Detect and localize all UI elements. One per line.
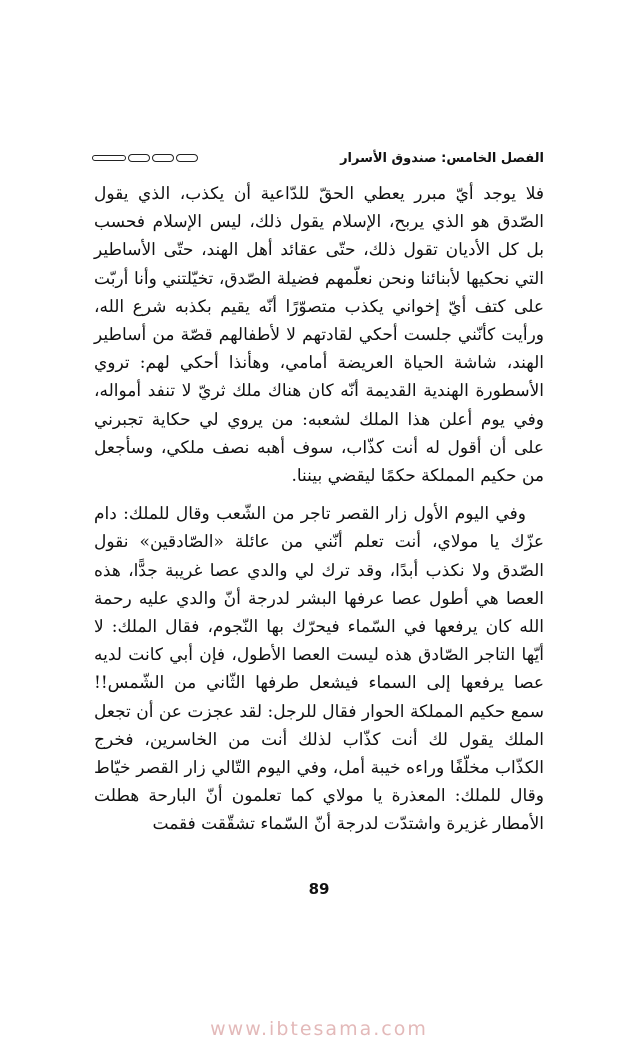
- page-number: 89: [308, 880, 330, 898]
- paragraph: فلا يوجد أيّ مبرر يعطي الحقّ للدّاعية أن يكذب، الذي يقول الصّدق هو الذي يربح، الإسلام يقول ذلك، ليس الإسلام فحسب بل كل الأديان تقول ذلك، حتّى عقائد أهل الهند، حتّى الأساطير التي نحكيها لأبنائنا ونحن نعلّمهم فضيلة الصّدق، تخيّلتني وأنا أربّت على كتف أيّ إخواني يكذب متصوّرًا أنّه يقيم بكذبه شرع الله، ورأيت كأنّني جلست أحكي لقادتهم لا لأطفالهم قصّة من أساطير الهند، شاشة الحياة العريضة أمامي، وهأنذا أحكي لهم: تروي الأسطورة الهندية القديمة أنّه كان هناك ملك ثريّ لا تنفد أمواله، وفي يوم أعلن هذا الملك لشعبه: من يروي لي حكاية تجبرني على أن أقول له أنت كذّاب، سوف أهبه نصف ملكي، وسأجعل من حكيم المملكة حكمًا ليقضي بيننا.: [94, 184, 544, 487]
- ornament-segment-icon: [128, 154, 150, 162]
- body-text: [94, 180, 544, 839]
- ornament-segment-icon: [152, 154, 174, 162]
- running-header: [92, 145, 544, 171]
- ornament-segment-icon: [92, 155, 126, 161]
- ornament-segment-icon: [176, 154, 198, 162]
- watermark: www.ibtesama.com: [210, 1018, 428, 1040]
- header-ornament-icon: [92, 154, 198, 162]
- paragraph: وفي اليوم الأول زار القصر تاجر من الشّعب وقال للملك: دام عزّك يا مولاي، أنت تعلم أنّني من عائلة «الصّادقين» نقول الصّدق ولا نكذب أبدًا، وقد ترك لي والدي عصا غريبة جدًّا، هذه العصا هي أطول عصا عرفها البشر لدرجة أنّ والدي عليه رحمة الله كان يرفعها في السّماء فيحرّك بها النّجوم، فقال الملك: لا أيّها التاجر الصّادق هذه ليست العصا الأطول، فإن أبي كانت لديه عصا يرفعها إلى السماء فيشعل طرفها الثّاني من الشّمس!! سمع حكيم المملكة الحوار فقال للرجل: لقد عجزت عن أن تجعل الملك يقول لك أنت كذّاب لذلك أنت من الخاسرين، فخرج الكذّاب مخلّفًا وراءه خيبة أمل، وفي اليوم التّالي زار القصر خيّاط وقال للملك: المعذرة يا مولاي كما تعلمون أنّ البارحة هطلت الأمطار غزيرة واشتدّت لدرجة أنّ السّماء تشقّقت فقمت: [94, 504, 544, 835]
- chapter-title: الفصل الخامس: صندوق الأسرار: [340, 150, 544, 166]
